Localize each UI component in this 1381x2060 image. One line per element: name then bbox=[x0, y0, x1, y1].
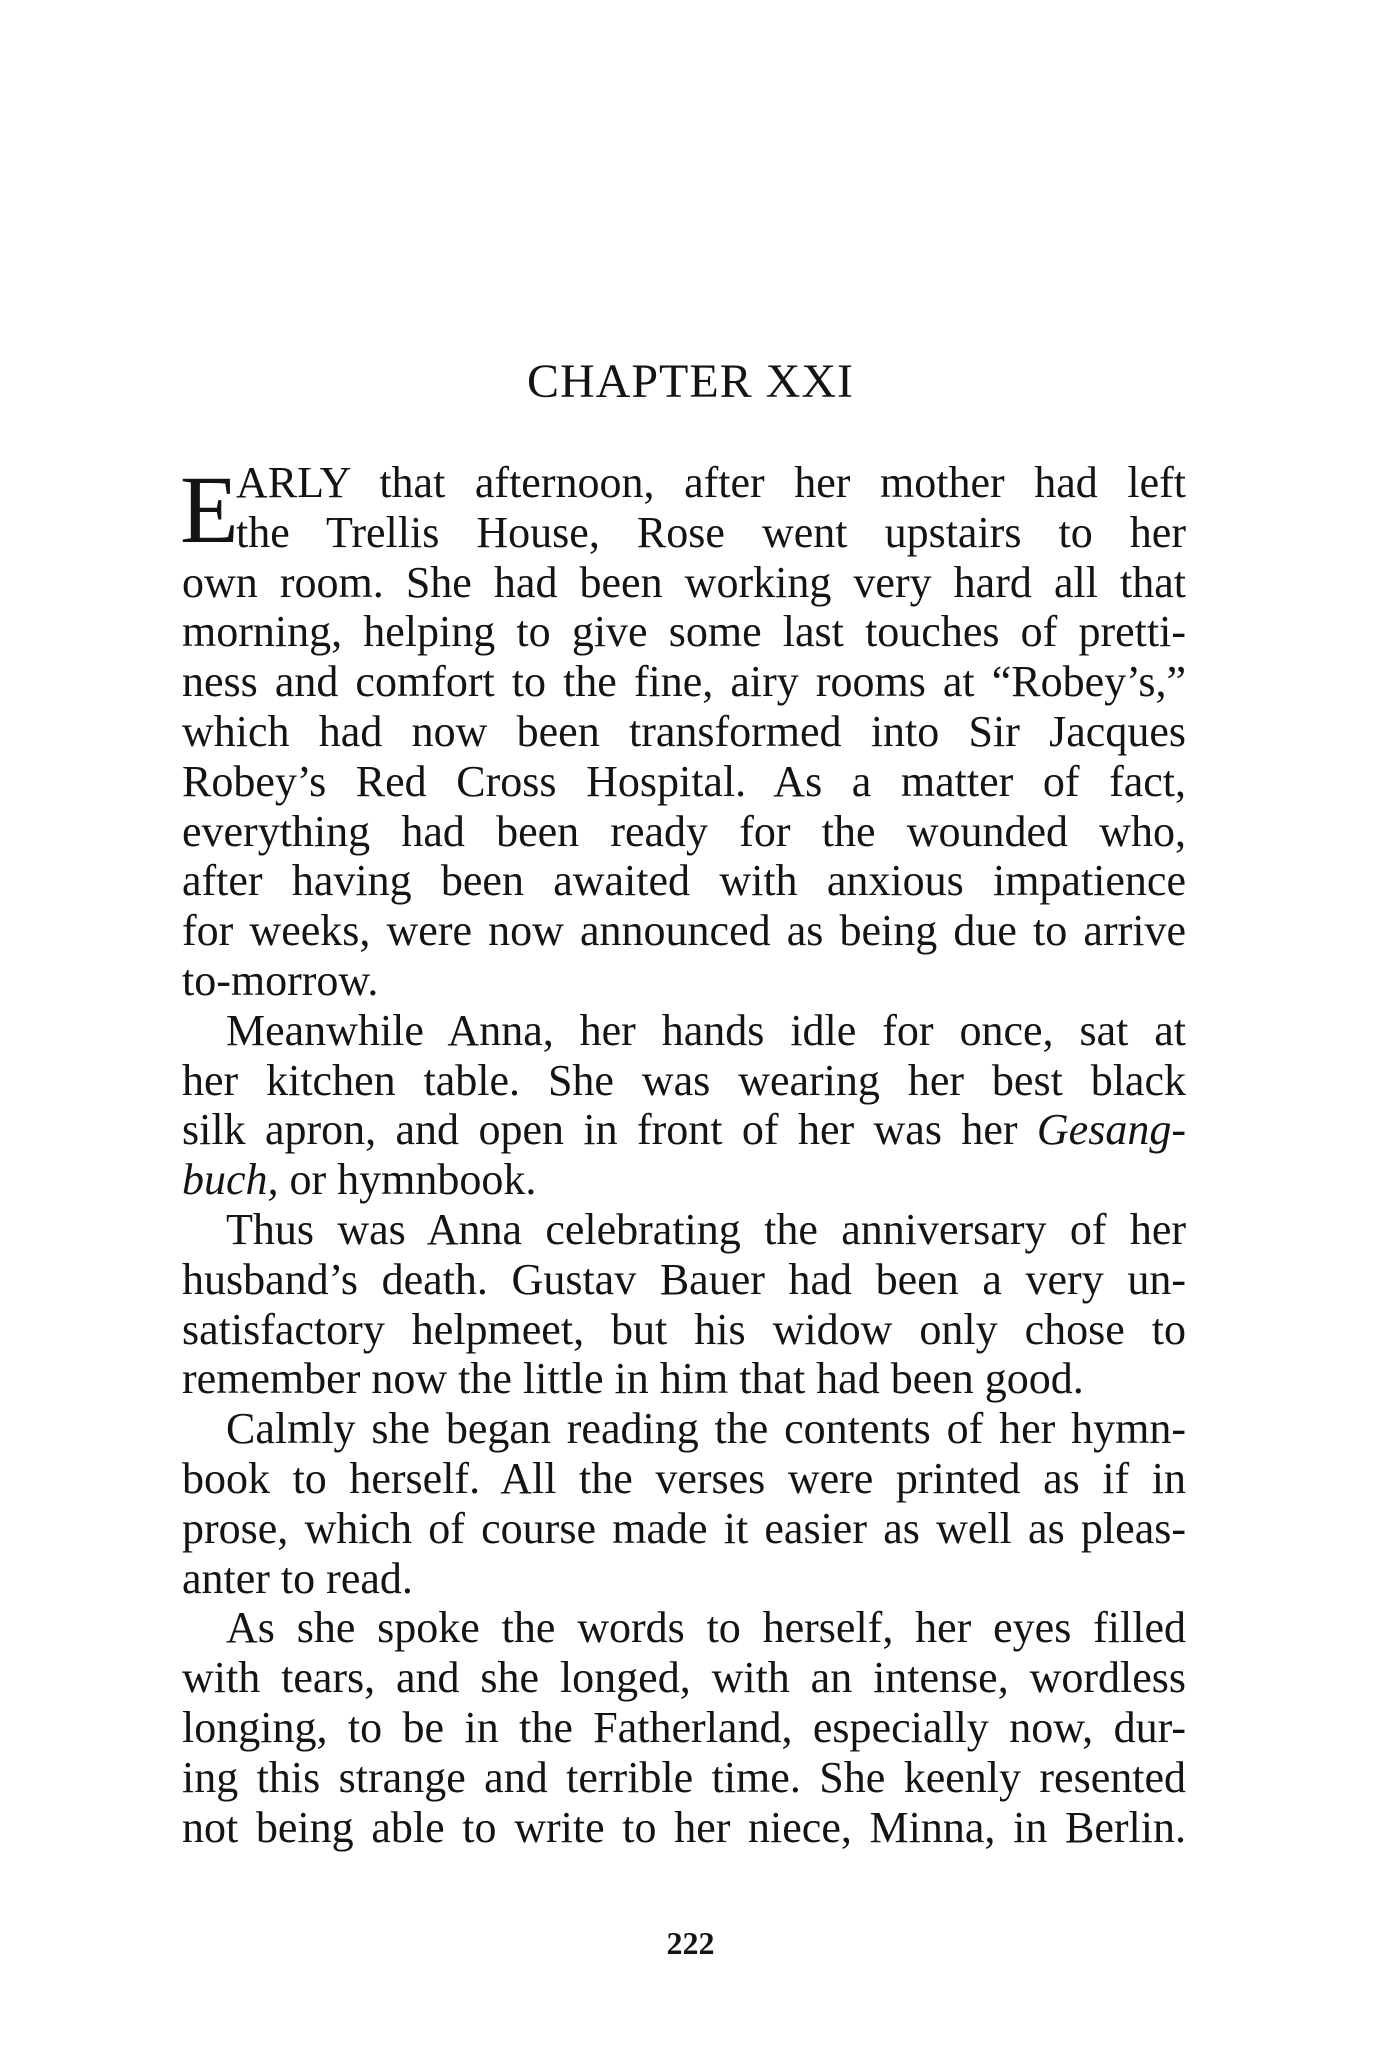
text-line: book to herself. All the verses were printed as if in bbox=[182, 1453, 1186, 1503]
text-line: anter to read. bbox=[182, 1553, 413, 1603]
italic-word: buch, bbox=[182, 1155, 279, 1205]
text-line: husband’s death. Gustav Bauer had been a very un- bbox=[182, 1254, 1186, 1304]
text-line: own room. She had been working very hard all that bbox=[182, 557, 1186, 607]
text-segment: silk apron, and open in front of her was her bbox=[182, 1105, 1037, 1155]
page-number: 222 bbox=[666, 1925, 715, 1961]
text-line: with tears, and she longed, with an intense, wordless bbox=[182, 1653, 1186, 1703]
text-line: everything had been ready for the wounded who, bbox=[182, 806, 1186, 856]
text-segment: or hymnbook. bbox=[289, 1155, 537, 1205]
text-line: her kitchen table. She was wearing her best black bbox=[182, 1055, 1186, 1105]
body-text bbox=[182, 558, 1186, 1853]
text-line: Meanwhile Anna, her hands idle for once, sat at bbox=[226, 1005, 1186, 1055]
text-line: As she spoke the words to herself, her eyes filled bbox=[226, 1603, 1186, 1653]
drop-cap-letter: E bbox=[180, 456, 239, 563]
text-line: not being able to write to her niece, Minna, in Berlin. bbox=[182, 1802, 1186, 1852]
text-line: for weeks, were now announced as being due to arrive bbox=[182, 906, 1186, 956]
text-line: Thus was Anna celebrating the anniversary of her bbox=[226, 1204, 1186, 1254]
text-line: longing, to be in the Fatherland, especially now, dur- bbox=[182, 1702, 1186, 1752]
text-line: to-morrow. bbox=[182, 955, 379, 1005]
text-line: which had now been transformed into Sir Jacques bbox=[182, 706, 1186, 756]
italic-word: Gesang- bbox=[1036, 1105, 1186, 1155]
chapter-title: CHAPTER XXI bbox=[526, 355, 854, 408]
text-line: ARLY that afternoon, after her mother had left bbox=[236, 458, 1186, 507]
text-line bbox=[182, 1105, 1186, 1155]
text-line: the Trellis House, Rose went upstairs to her bbox=[236, 507, 1186, 557]
text-line: remember now the little in him that had been good. bbox=[182, 1354, 1084, 1404]
text-line: ness and comfort to the fine, airy rooms at “Robey’s,” bbox=[182, 657, 1186, 707]
text-line: Calmly she began reading the contents of her hymn- bbox=[226, 1404, 1186, 1454]
text-line: after having been awaited with anxious impatience bbox=[182, 856, 1186, 906]
text-line: prose, which of course made it easier as well as pleas- bbox=[182, 1503, 1186, 1553]
text-line: satisfactory helpmeet, but his widow only chose to bbox=[182, 1304, 1186, 1354]
text-line: morning, helping to give some last touches of pretti- bbox=[182, 607, 1186, 657]
text-line bbox=[182, 1155, 1186, 1205]
text-line: Robey’s Red Cross Hospital. As a matter of fact, bbox=[182, 756, 1186, 806]
text-line: ing this strange and terrible time. She keenly resented bbox=[182, 1752, 1186, 1802]
opening-lines bbox=[236, 458, 1186, 558]
